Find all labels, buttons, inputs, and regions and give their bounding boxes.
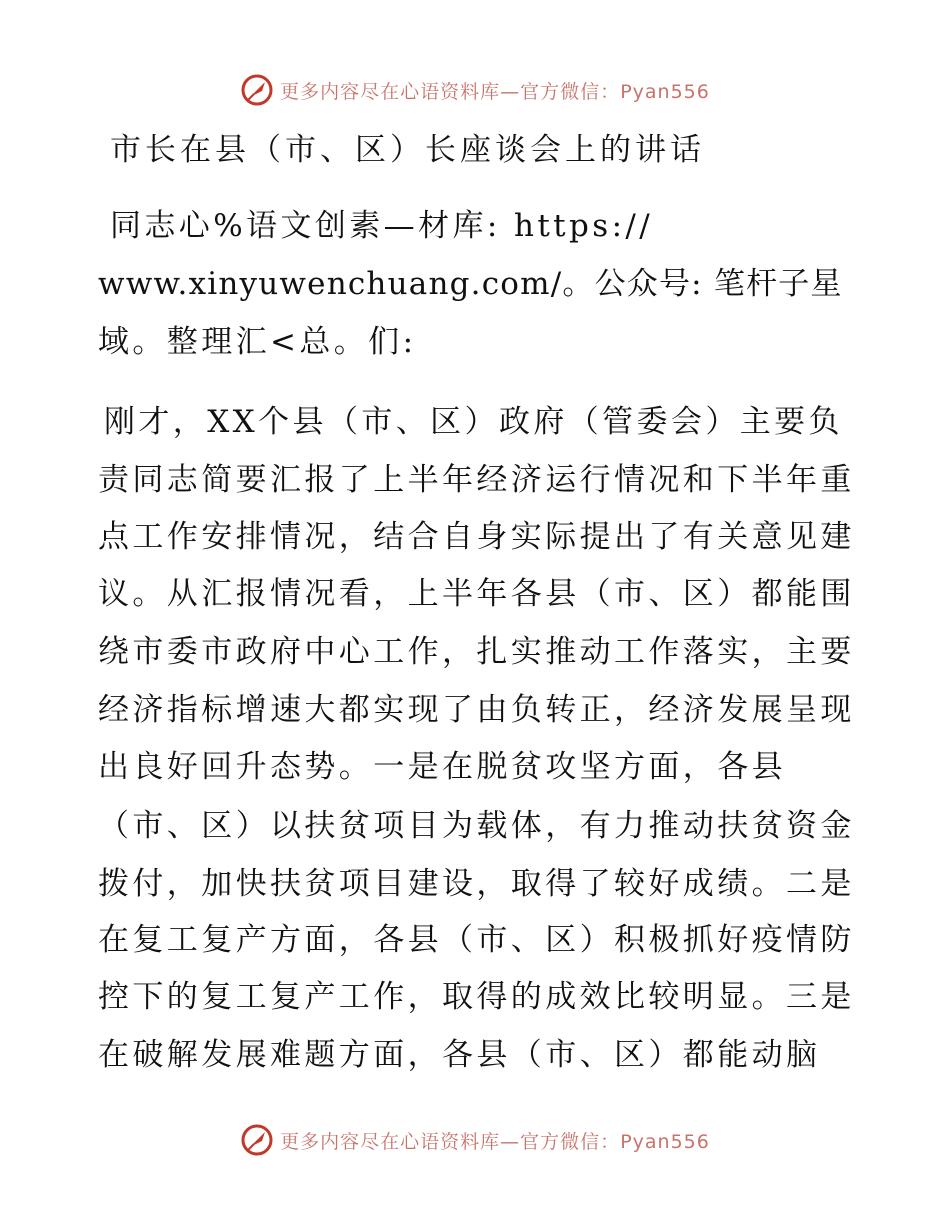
body-line: 出良好回升态势。一是在脱贫攻坚方面，各县 [98,749,786,785]
body-line: 刚才，XX个县（市、区）政府（管委会）主要负 [104,404,843,440]
document-title: 市长在县（市、区）长座谈会上的讲话 [110,132,705,168]
banner-text: 更多内容尽在心语资料库—官方微信：Pyan556 [280,1130,710,1153]
feather-logo-icon [240,73,274,107]
feather-logo-icon [240,1123,274,1157]
footer-banner [0,1120,950,1160]
body-line: 在破解发展难题方面，各县（市、区）都能动脑 [98,1037,821,1073]
header-banner [0,70,950,110]
body-line: 点工作安排情况，结合自身实际提出了有关意见建 [98,519,855,555]
body-line: 议。从汇报情况看，上半年各县（市、区）都能围 [98,576,855,612]
salutation-line: www.xinyuwenchuang.com/。公众号: 笔杆子星 [98,266,843,302]
body-line: （市、区）以扶贫项目为载体，有力推动扶贫资金 [98,808,855,844]
body-line: 责同志简要汇报了上半年经济运行情况和下半年重 [98,462,855,498]
salutation-line: 同志心%语文创素—材库: https:// [110,208,654,244]
body-line: 拨付，加快扶贫项目建设，取得了较好成绩。二是 [98,866,855,902]
body-line: 控下的复工复产工作，取得的成效比较明显。三是 [98,979,855,1015]
body-line: 在复工复产方面，各县（市、区）积极抓好疫情防 [98,922,855,958]
salutation-line: 域。整理汇<总。们: [98,324,417,360]
banner-text: 更多内容尽在心语资料库—官方微信：Pyan556 [280,80,710,103]
body-line: 经济指标增速大都实现了由负转正，经济发展呈现 [98,692,855,728]
body-line: 绕市委市政府中心工作，扎实推动工作落实，主要 [98,634,855,670]
